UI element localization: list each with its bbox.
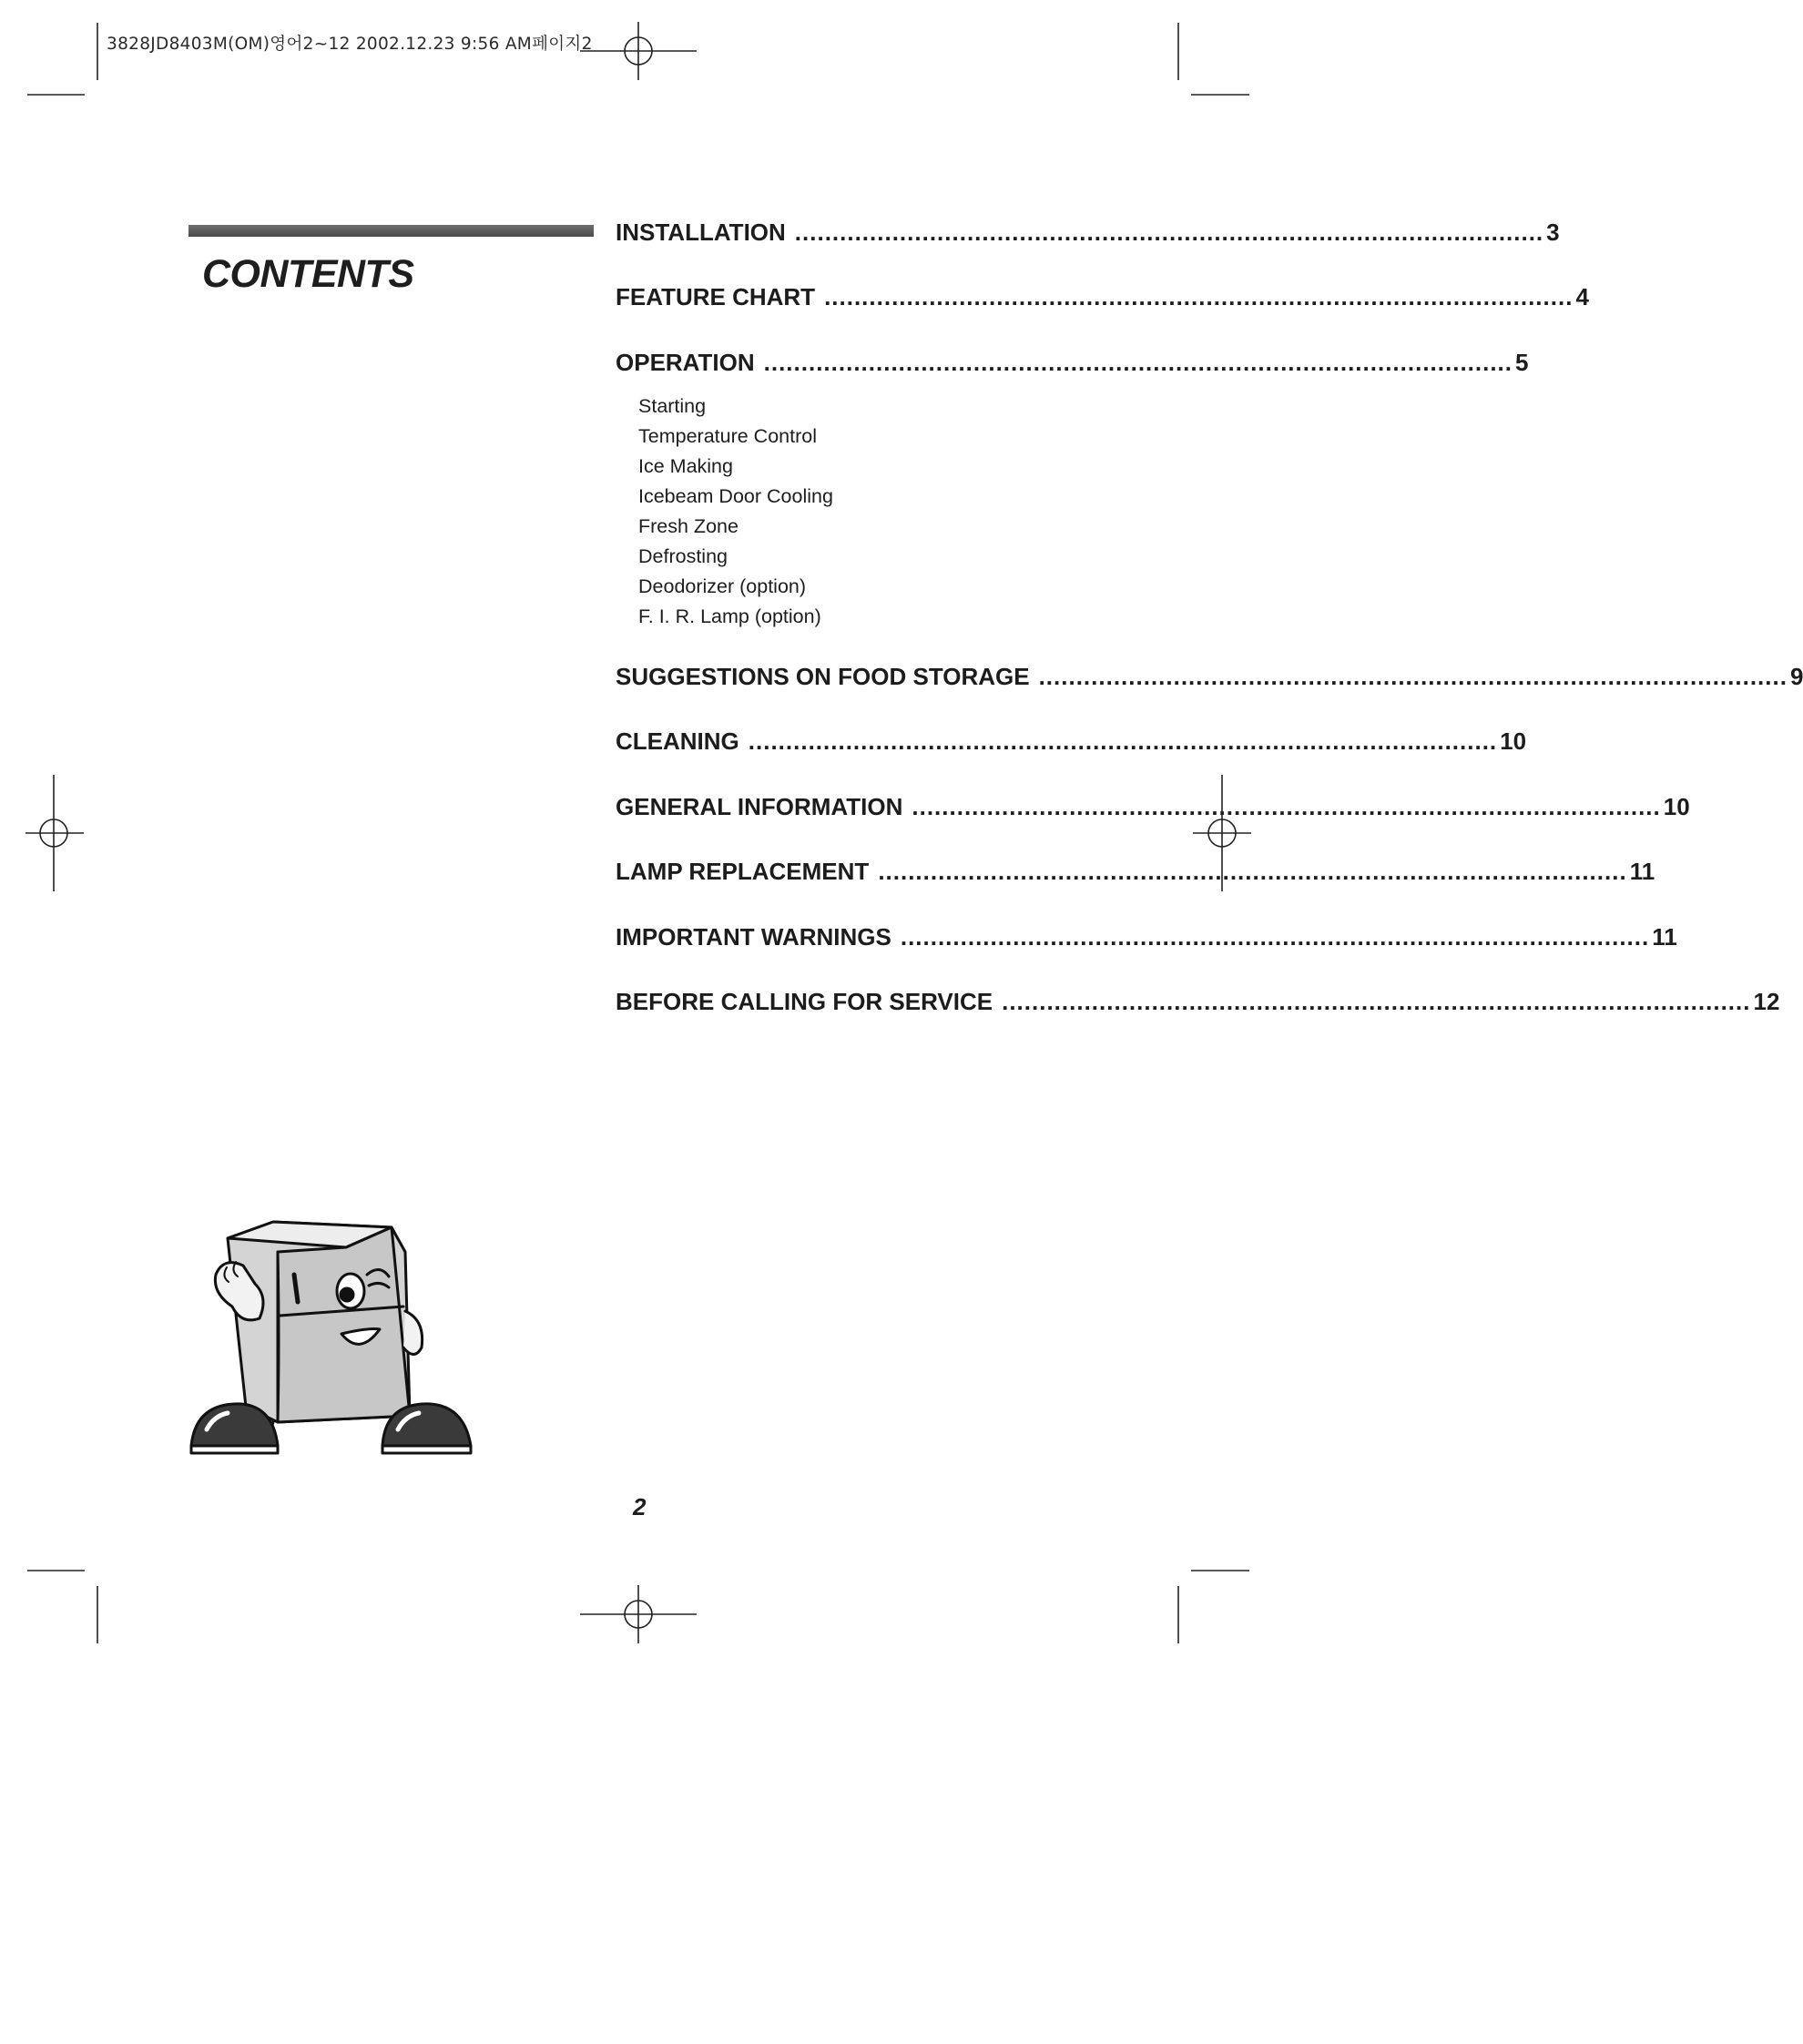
toc-title: OPERATION bbox=[616, 349, 755, 376]
toc-entry-food-storage[interactable] bbox=[616, 663, 1803, 691]
toc-entry-feature-chart[interactable] bbox=[616, 283, 1589, 311]
toc-page: 9 bbox=[1789, 663, 1803, 690]
toc-page: 12 bbox=[1753, 988, 1780, 1015]
toc-title: SUGGESTIONS ON FOOD STORAGE bbox=[616, 663, 1030, 690]
heading-rule bbox=[188, 225, 594, 237]
toc-page: 10 bbox=[1500, 727, 1527, 755]
toc-title: FEATURE CHART bbox=[616, 283, 816, 310]
toc-title: CLEANING bbox=[616, 727, 739, 755]
toc-subitem[interactable]: Temperature Control bbox=[638, 425, 817, 447]
toc-title: IMPORTANT WARNINGS bbox=[616, 923, 891, 951]
toc-entry-before-calling-service[interactable] bbox=[616, 988, 1780, 1016]
toc-page: 5 bbox=[1515, 349, 1529, 376]
dot-leader: .................................................................................................... bbox=[824, 283, 1574, 310]
toc-subitem[interactable]: Ice Making bbox=[638, 455, 733, 477]
refrigerator-mascot-icon bbox=[187, 1211, 496, 1484]
toc-title: GENERAL INFORMATION bbox=[616, 793, 903, 820]
toc-subitem[interactable]: Fresh Zone bbox=[638, 515, 739, 537]
print-slug: 3828JD8403M(OM)영어2~12 2002.12.23 9:56 AM페이지2 bbox=[107, 35, 593, 54]
dot-leader: .................................................................................................... bbox=[763, 349, 1513, 376]
toc-title: LAMP REPLACEMENT bbox=[616, 858, 870, 885]
operation-subitems bbox=[638, 392, 833, 632]
toc-subitem[interactable]: F. I. R. Lamp (option) bbox=[638, 605, 821, 627]
toc-entry-lamp-replacement[interactable] bbox=[616, 858, 1655, 886]
toc-entry-installation[interactable] bbox=[616, 219, 1560, 247]
dot-leader: .................................................................................................... bbox=[912, 793, 1661, 820]
dot-leader: .................................................................................................... bbox=[900, 923, 1650, 951]
dot-leader: .................................................................................................... bbox=[1038, 663, 1788, 690]
registration-mark-top bbox=[580, 22, 697, 80]
registration-mark-left bbox=[25, 775, 84, 891]
dot-leader: .................................................................................................... bbox=[1002, 988, 1751, 1015]
toc-title: INSTALLATION bbox=[616, 219, 786, 246]
toc-title: BEFORE CALLING FOR SERVICE bbox=[616, 988, 993, 1015]
toc-subitem[interactable]: Starting bbox=[638, 395, 707, 417]
page-number: 2 bbox=[633, 1493, 647, 1520]
toc-subitem[interactable]: Icebeam Door Cooling bbox=[638, 485, 833, 507]
dot-leader: .................................................................................................... bbox=[748, 727, 1498, 755]
toc-page: 4 bbox=[1575, 283, 1589, 310]
toc-entry-important-warnings[interactable] bbox=[616, 923, 1677, 951]
toc-page: 10 bbox=[1663, 793, 1690, 820]
dot-leader: .................................................................................................... bbox=[878, 858, 1627, 885]
toc-entry-operation[interactable] bbox=[616, 349, 1529, 377]
toc-page: 11 bbox=[1629, 858, 1655, 885]
toc-subitem[interactable]: Deodorizer (option) bbox=[638, 575, 807, 597]
toc-entry-cleaning[interactable] bbox=[616, 727, 1527, 756]
registration-mark-bottom bbox=[580, 1585, 697, 1643]
toc-subitem[interactable]: Defrosting bbox=[638, 545, 728, 567]
page-title: CONTENTS bbox=[202, 252, 414, 296]
toc-page: 11 bbox=[1652, 923, 1677, 951]
dot-leader: .................................................................................................... bbox=[794, 219, 1544, 246]
toc-entry-general-information[interactable] bbox=[616, 793, 1690, 821]
toc-page: 3 bbox=[1546, 219, 1560, 246]
